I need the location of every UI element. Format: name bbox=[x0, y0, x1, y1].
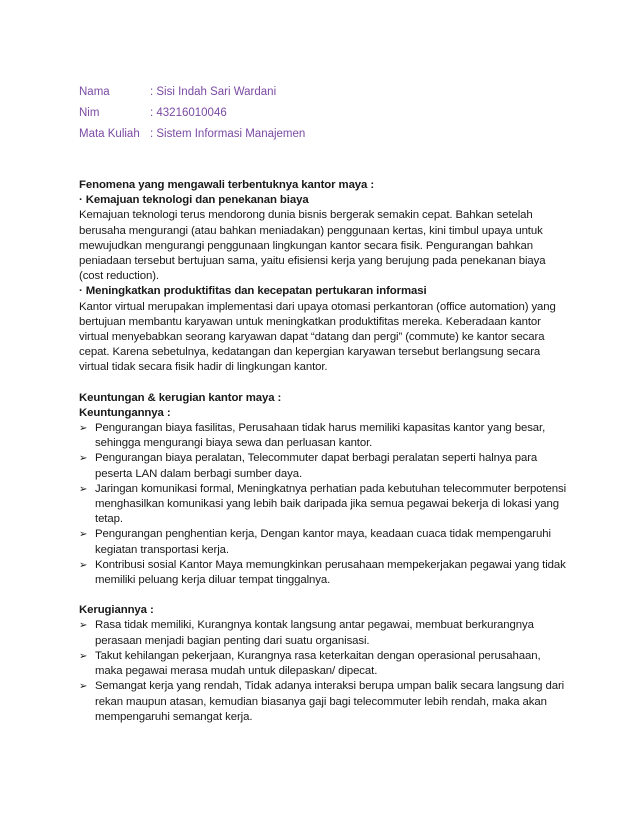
document-body bbox=[79, 178, 569, 725]
spacer bbox=[79, 376, 569, 391]
arrow-bullet-icon: ➢ bbox=[79, 681, 88, 693]
phenomena-heading: Fenomena yang mengawali terbentuknya kantor maya : bbox=[79, 179, 375, 191]
arrow-bullet-icon: ➢ bbox=[79, 650, 88, 662]
advantages-heading: Keuntungannya : bbox=[79, 406, 171, 419]
arrow-bullet-icon: ➢ bbox=[79, 453, 88, 465]
spacer bbox=[79, 588, 569, 603]
list-item: ➢ Kontribusi sosial Kantor Maya memungkinkan perusahaan mempekerjakan pegawai yang tidak memiliki peluang kerja diluar tempat tinggalnya. bbox=[79, 558, 566, 587]
list-item: ➢ Takut kehilangan pekerjaan, Kurangnya rasa keterkaitan dengan operasional perusahaan, maka pegawai merasa mudah untuk dilepaskan/ dipecat. bbox=[79, 649, 541, 678]
course-value: : Sistem Informasi Manajemen bbox=[150, 128, 306, 140]
arrow-bullet-icon: ➢ bbox=[79, 559, 88, 571]
name-label: Nama bbox=[79, 86, 110, 98]
name-row bbox=[79, 86, 305, 107]
phenomena-paragraph-2: Kantor virtual merupakan implementasi dari upaya otomasi perkantoran (office automation) yang bertujuan membantu karyawan untuk meningkatkan produktifitas mereka. Keberadaan kantor virtual menyebabkan seorang karyawan dapat “datang dan pergi” (commute) ke kantor secara cepat. Karena sebetulnya, kedatangan dan kepergian karyawan tersebut berlangsung secara virtual tidak secara fisik hadir di lingkungan kantor. bbox=[79, 300, 556, 374]
nim-row bbox=[79, 107, 305, 128]
list-item: ➢ Jaringan komunikasi formal, Meningkatnya perhatian pada kebutuhan telecommuter berpotensi menghasilkan komunikasi yang lebih baik daripada jika semua pegawai bekerja di lokasi yang tetap. bbox=[79, 482, 567, 526]
arrow-bullet-icon: ➢ bbox=[79, 529, 88, 541]
list-item: ➢ Rasa tidak memiliki, Kurangnya kontak langsung antar pegawai, membuat berkurangnya perasaan menjadi bagian penting dari suatu organisasi. bbox=[79, 619, 534, 647]
course-row bbox=[79, 128, 305, 149]
disadvantages-list bbox=[79, 618, 569, 724]
phenomena-subheading-1: · Kemajuan teknologi dan penekanan biaya bbox=[79, 194, 309, 207]
phenomena-paragraph-1: Kemajuan teknologi terus mendorong dunia bisnis bergerak semakin cepat. Bahkan setelah berusaha mengurangi (atau bahkan meniadakan) penggunaan kertas, kini timbul upaya untuk mewujudkan mengurangi penggunaan lingkungan kantor secara fisik. Pengurangan bahkan peniadaan tersebut bertujuan sama, yaitu efisiensi kerja yang berujung pada penekanan biaya (cost reduction). bbox=[79, 209, 546, 283]
name-value: : Sisi Indah Sari Wardani bbox=[150, 86, 277, 98]
nim-label: Nim bbox=[79, 107, 100, 119]
arrow-bullet-icon: ➢ bbox=[79, 423, 88, 435]
phenomena-subheading-2: · Meningkatkan produktifitas dan kecepatan pertukaran informasi bbox=[79, 285, 427, 298]
advantages-list bbox=[79, 421, 569, 588]
list-item: ➢ Pengurangan penghentian kerja, Dengan kantor maya, keadaan cuaca tidak mempengaruhi kegiatan transportasi kerja. bbox=[79, 528, 551, 556]
student-info bbox=[79, 86, 305, 149]
arrow-bullet-icon: ➢ bbox=[79, 620, 88, 632]
arrow-bullet-icon: ➢ bbox=[79, 483, 88, 495]
nim-value: : 43216010046 bbox=[150, 107, 227, 119]
list-item: ➢ Pengurangan biaya peralatan, Telecommuter dapat berbagi peralatan seperti halnya para peserta LAN dalam berbagi sumber daya. bbox=[79, 452, 538, 480]
pros-cons-heading: Keuntungan & kerugian kantor maya : bbox=[79, 391, 282, 404]
list-item: ➢ Semangat kerja yang rendah, Tidak adanya interaksi berupa umpan balik secara langsung dari rekan maupun atasan, kemudian biasanya gaji bagi telecommuter lebih rendah, maka akan mempengaruhi semangat kerja. bbox=[79, 680, 565, 723]
disadvantages-heading: Kerugiannya : bbox=[79, 604, 154, 617]
course-label: Mata Kuliah bbox=[79, 128, 140, 140]
list-item: ➢ Pengurangan biaya fasilitas, Perusahaan tidak harus memiliki kapasitas kantor yang besar, sehingga mengurangi biaya sewa dan perluasan kantor. bbox=[79, 422, 546, 450]
